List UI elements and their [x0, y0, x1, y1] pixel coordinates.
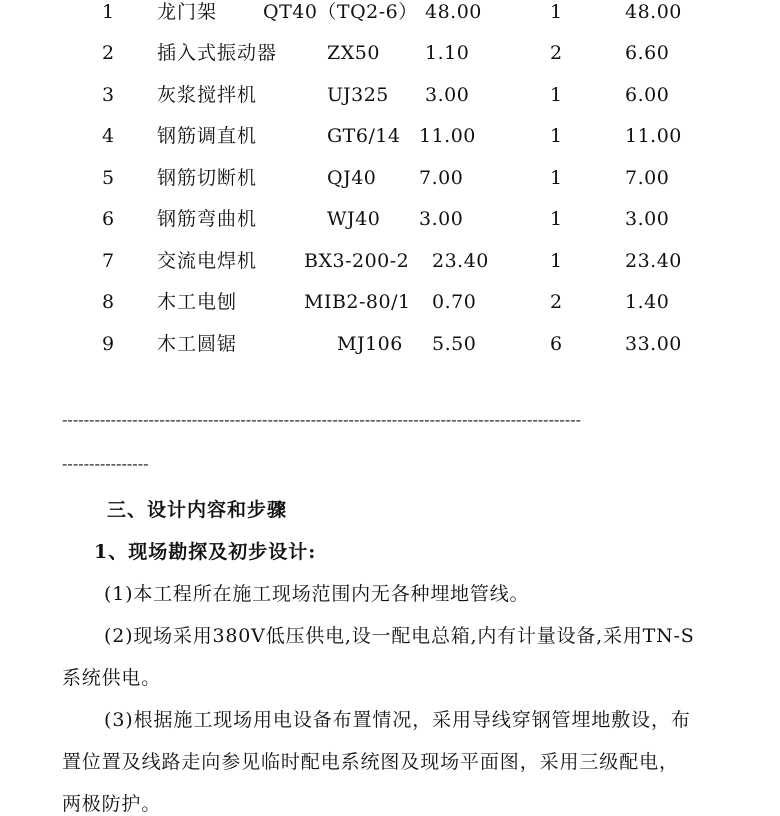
page-break-divider: ------------------------------------------------------------------------------------------------ [62, 410, 581, 429]
equipment-total: 3.00 [625, 208, 670, 230]
paragraph-3-line-2: 置位置及线路走向参见临时配电系统图及现场平面图，采用三级配电， [62, 751, 679, 773]
row-number: 3 [102, 84, 115, 106]
equipment-total: 6.60 [625, 42, 670, 64]
row-number: 9 [102, 333, 115, 355]
equipment-power: 0.70 [432, 291, 477, 313]
equipment-name: 木工圆锯 [157, 333, 238, 355]
equipment-quantity: 1 [550, 1, 563, 23]
table-row [0, 241, 780, 282]
paragraph-2-line-1: (2)现场采用380V低压供电,设一配电总箱,内有计量设备,采用TN-S [104, 625, 695, 647]
paragraph-2-line-2: 系统供电。 [62, 667, 162, 689]
equipment-name: 钢筋调直机 [157, 125, 258, 147]
equipment-total: 11.00 [625, 125, 682, 147]
row-number: 4 [102, 125, 115, 147]
equipment-quantity: 1 [550, 250, 563, 272]
row-number: 1 [102, 1, 115, 23]
section-heading: 三、设计内容和步骤 [107, 499, 288, 521]
equipment-quantity: 1 [550, 84, 563, 106]
equipment-power: 11.00 [419, 125, 476, 147]
equipment-model: BX3-200-2 [304, 250, 410, 272]
row-number: 6 [102, 208, 115, 230]
equipment-model: WJ40 [327, 208, 381, 230]
table-row [0, 75, 780, 116]
equipment-power: 48.00 [425, 1, 482, 23]
equipment-quantity: 2 [550, 42, 563, 64]
equipment-total: 23.40 [625, 250, 682, 272]
paragraph-1: (1)本工程所在施工现场范围内无各种埋地管线。 [104, 583, 530, 605]
equipment-power: 7.00 [419, 167, 464, 189]
table-row [0, 33, 780, 74]
equipment-power: 3.00 [419, 208, 464, 230]
table-row [0, 324, 780, 365]
row-number: 2 [102, 42, 115, 64]
equipment-total: 1.40 [625, 291, 670, 313]
table-row [0, 199, 780, 240]
table-row [0, 158, 780, 199]
row-number: 7 [102, 250, 115, 272]
row-number: 5 [102, 167, 115, 189]
equipment-quantity: 1 [550, 125, 563, 147]
equipment-total: 48.00 [625, 1, 682, 23]
equipment-name: 木工电刨 [157, 291, 238, 313]
table-row [0, 0, 780, 33]
equipment-power: 23.40 [432, 250, 489, 272]
equipment-power: 1.10 [425, 42, 470, 64]
equipment-model: QJ40 [327, 167, 377, 189]
table-row [0, 116, 780, 157]
equipment-quantity: 2 [550, 291, 563, 313]
equipment-model: GT6/14 [327, 125, 401, 147]
equipment-name: 龙门架 [157, 1, 218, 23]
equipment-model: MIB2-80/1 [304, 291, 411, 313]
equipment-name: 钢筋弯曲机 [157, 208, 258, 230]
equipment-model: ZX50 [327, 42, 380, 64]
equipment-power: 5.50 [432, 333, 477, 355]
subsection-heading: 1、现场勘探及初步设计: [94, 541, 317, 563]
table-row [0, 282, 780, 323]
equipment-total: 7.00 [625, 167, 670, 189]
equipment-power: 3.00 [425, 84, 470, 106]
equipment-quantity: 1 [550, 208, 563, 230]
equipment-model: QT40（TQ2-6） [263, 1, 418, 23]
equipment-name: 插入式振动器 [157, 42, 278, 64]
paragraph-3-line-3: 两极防护。 [62, 793, 162, 815]
row-number: 8 [102, 291, 115, 313]
equipment-model: UJ325 [327, 84, 389, 106]
equipment-model: MJ106 [337, 333, 403, 355]
page-break-divider: ---------------- [62, 454, 149, 473]
equipment-name: 钢筋切断机 [157, 167, 258, 189]
equipment-name: 灰浆搅拌机 [157, 84, 258, 106]
equipment-quantity: 1 [550, 167, 563, 189]
paragraph-3-line-1: (3)根据施工现场用电设备布置情况，采用导线穿钢管埋地敷设，布 [104, 709, 691, 731]
equipment-total: 33.00 [625, 333, 682, 355]
equipment-total: 6.00 [625, 84, 670, 106]
equipment-quantity: 6 [550, 333, 563, 355]
equipment-name: 交流电焊机 [157, 250, 258, 272]
